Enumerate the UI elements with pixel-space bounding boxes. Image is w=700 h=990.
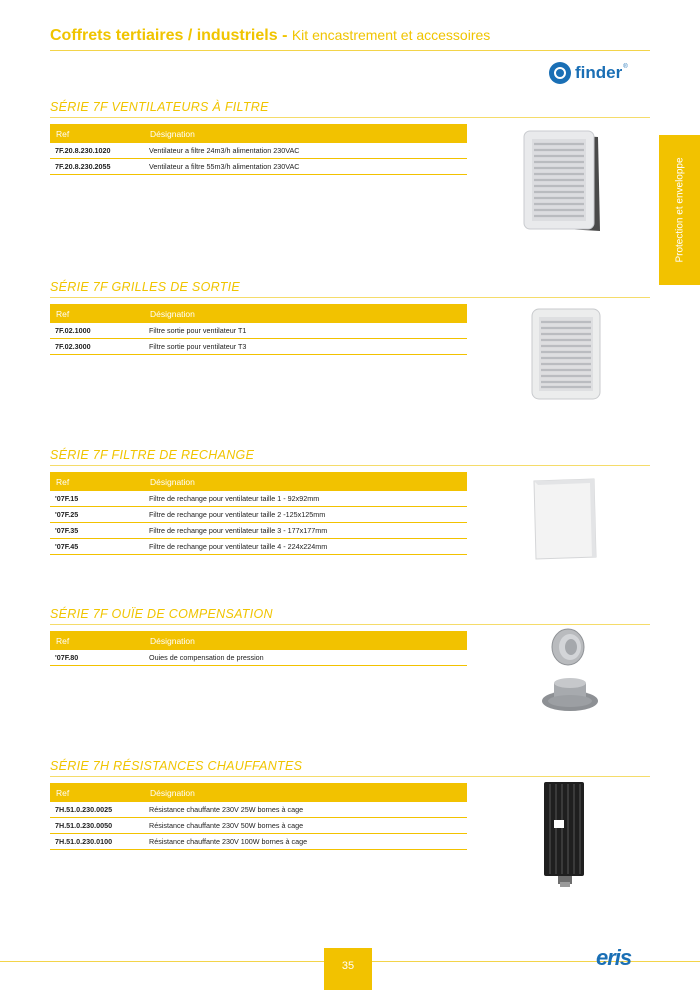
page-subtitle: Kit encastrement et accessoires: [291, 27, 491, 43]
section-resistances: [50, 759, 650, 846]
table-row: [50, 339, 467, 355]
section-ventilateurs: [50, 100, 650, 171]
table-row: [50, 323, 467, 339]
column-header-designation: Désignation: [144, 124, 467, 143]
table-row: [50, 523, 467, 539]
finder-logo-text: finder: [575, 63, 623, 82]
row-designation: Résistance chauffante 230V 25W bornes à cage: [144, 802, 467, 818]
section-title: SÉRIE 7F FILTRE DE RECHANGE: [50, 448, 255, 462]
section-title: SÉRIE 7F GRILLES DE SORTIE: [50, 280, 241, 294]
section-filtre-rechange: [50, 448, 650, 551]
table-row: [50, 818, 467, 834]
column-header-designation: Désignation: [144, 783, 467, 802]
row-designation: Résistance chauffante 230V 100W bornes à cage: [144, 834, 467, 850]
product-table: [50, 472, 467, 555]
column-header-ref: Ref: [50, 472, 144, 491]
replacement-filter-image: [530, 477, 598, 561]
table-row: [50, 650, 467, 666]
row-ref: 7F.02.1000: [50, 323, 144, 339]
row-ref: 7F.20.8.230.1020: [50, 143, 144, 159]
row-ref: 7F.20.8.230.2055: [50, 159, 144, 175]
section-divider: [50, 776, 650, 777]
section-grilles: [50, 280, 650, 351]
product-table: [50, 783, 467, 850]
header-divider: [50, 50, 650, 51]
section-divider: [50, 465, 650, 466]
outlet-grille-image: [530, 307, 602, 402]
row-designation: Filtre de rechange pour ventilateur taille 4 - 224x224mm: [144, 539, 467, 555]
heater-resistance-image: [540, 780, 590, 888]
column-header-ref: Ref: [50, 631, 144, 650]
table-row: [50, 143, 467, 159]
table-row: [50, 802, 467, 818]
table-header-row: [50, 304, 467, 323]
row-ref: 7H.51.0.230.0050: [50, 818, 144, 834]
table-row: [50, 507, 467, 523]
product-table: [50, 124, 467, 175]
row-designation: Ventilateur a filtre 55m3/h alimentation 230VAC: [144, 159, 467, 175]
column-header-ref: Ref: [50, 304, 144, 323]
section-title: SÉRIE 7H RÉSISTANCES CHAUFFANTES: [50, 759, 303, 773]
row-ref: '07F.15: [50, 491, 144, 507]
row-designation: Filtre sortie pour ventilateur T1: [144, 323, 467, 339]
product-table: [50, 304, 467, 355]
row-ref: '07F.35: [50, 523, 144, 539]
table-header-row: [50, 124, 467, 143]
section-title: SÉRIE 7F VENTILATEURS À FILTRE: [50, 100, 269, 114]
table-header-row: [50, 783, 467, 802]
column-header-ref: Ref: [50, 124, 144, 143]
column-header-designation: Désignation: [144, 304, 467, 323]
row-ref: 7F.02.3000: [50, 339, 144, 355]
finder-logo-icon: [549, 62, 571, 84]
row-ref: 7H.51.0.230.0100: [50, 834, 144, 850]
table-row: [50, 491, 467, 507]
compensation-vent-image: [540, 627, 600, 719]
table-row: [50, 539, 467, 555]
row-designation: Filtre de rechange pour ventilateur taille 2 -125x125mm: [144, 507, 467, 523]
row-ref: 7H.51.0.230.0025: [50, 802, 144, 818]
finder-logo: [549, 60, 628, 86]
column-header-designation: Désignation: [144, 472, 467, 491]
row-designation: Filtre sortie pour ventilateur T3: [144, 339, 467, 355]
section-divider: [50, 624, 650, 625]
section-ouie-compensation: [50, 607, 650, 662]
row-designation: Ouies de compensation de pression: [144, 650, 467, 666]
eris-logo: eris: [596, 945, 632, 970]
row-designation: Filtre de rechange pour ventilateur taille 3 - 177x177mm: [144, 523, 467, 539]
page-title: [50, 27, 490, 45]
side-tab-label: Protection et enveloppe: [674, 157, 685, 263]
table-header-row: [50, 472, 467, 491]
row-designation: Filtre de rechange pour ventilateur taille 1 - 92x92mm: [144, 491, 467, 507]
row-designation: Ventilateur a filtre 24m3/h alimentation 230VAC: [144, 143, 467, 159]
section-title: SÉRIE 7F OUÏE DE COMPENSATION: [50, 607, 273, 621]
page-title-main: Coffrets tertiaires / industriels: [50, 27, 278, 44]
side-tab-protection[interactable]: [659, 135, 700, 285]
table-header-row: [50, 631, 467, 650]
row-ref: '07F.45: [50, 539, 144, 555]
table-row: [50, 159, 467, 175]
registered-mark-icon: ®: [623, 64, 628, 70]
page-title-separator: -: [277, 27, 292, 44]
table-row: [50, 834, 467, 850]
row-ref: '07F.25: [50, 507, 144, 523]
section-divider: [50, 117, 650, 118]
filter-fan-image: [522, 127, 602, 237]
row-designation: Résistance chauffante 230V 50W bornes à cage: [144, 818, 467, 834]
column-header-designation: Désignation: [144, 631, 467, 650]
column-header-ref: Ref: [50, 783, 144, 802]
section-divider: [50, 297, 650, 298]
row-ref: '07F.80: [50, 650, 144, 666]
product-table: [50, 631, 467, 666]
page-number: 35: [324, 948, 372, 990]
